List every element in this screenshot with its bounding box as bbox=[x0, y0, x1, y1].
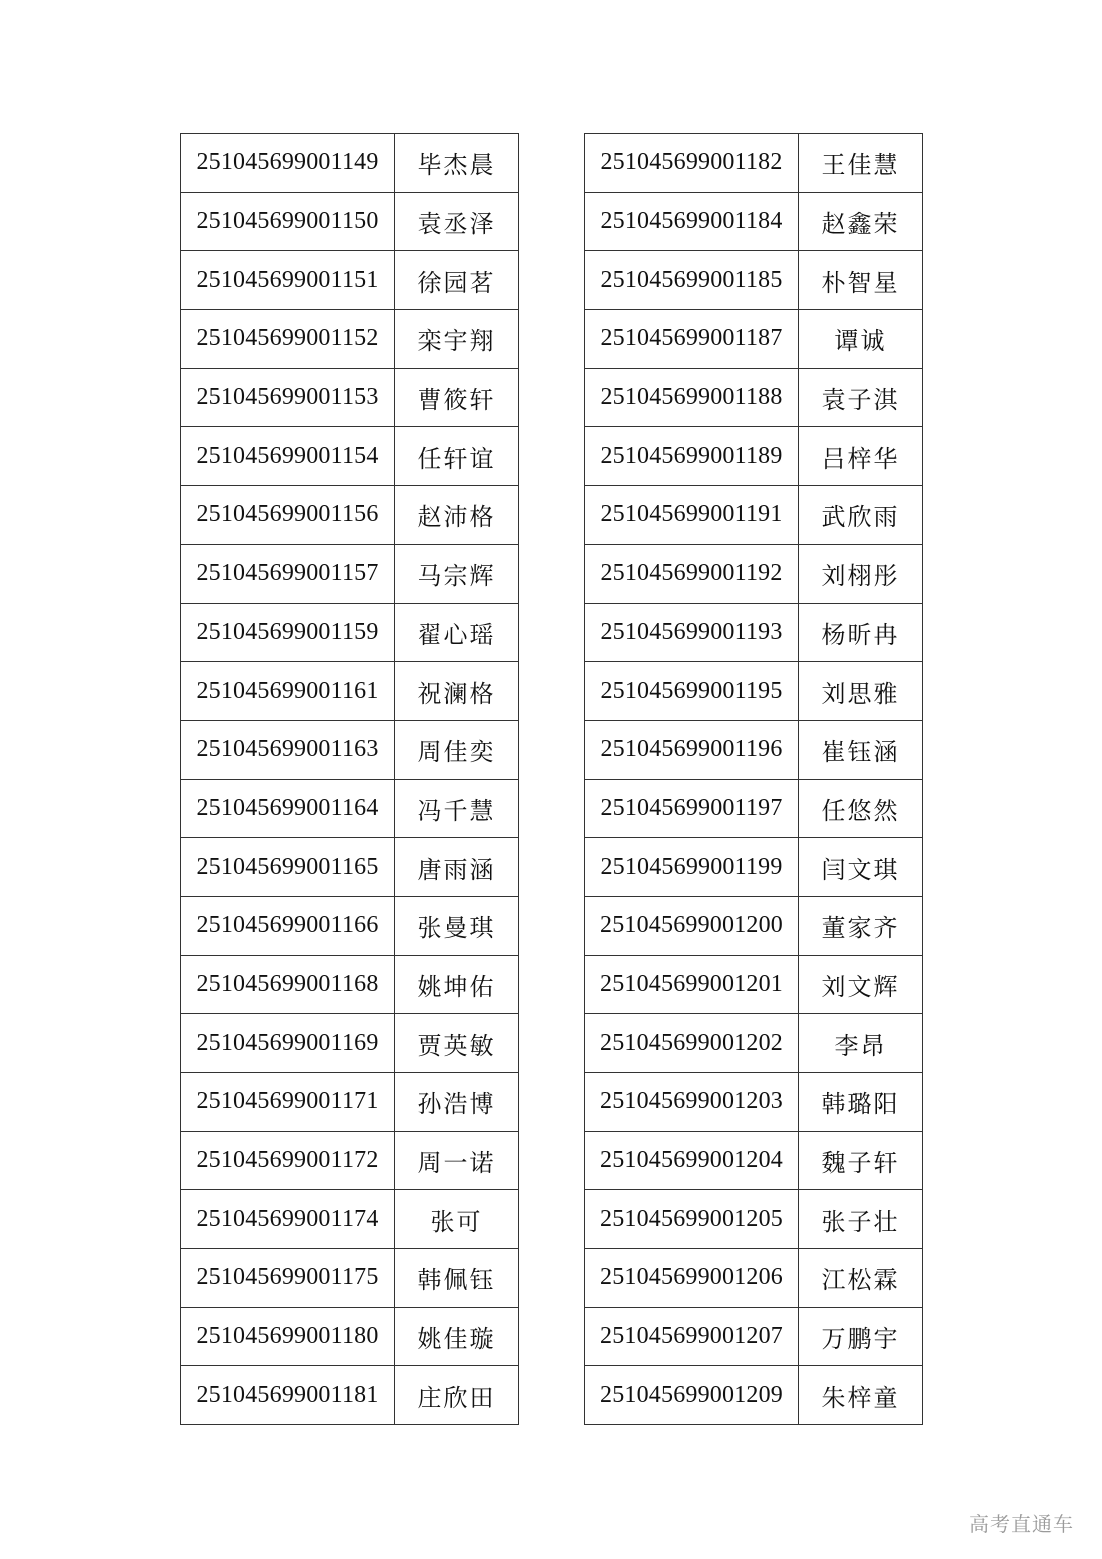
exam-number-cell: 251045699001187 bbox=[585, 310, 799, 369]
table-row bbox=[181, 192, 519, 251]
watermark-text: 高考直通车 bbox=[969, 1512, 1074, 1536]
table-row bbox=[181, 486, 519, 545]
student-name-cell: 唐雨涵 bbox=[395, 838, 519, 897]
exam-number-cell: 251045699001165 bbox=[181, 838, 395, 897]
student-name-cell: 谭诚 bbox=[799, 310, 923, 369]
exam-number-cell: 251045699001161 bbox=[181, 662, 395, 721]
exam-number-cell: 251045699001149 bbox=[181, 134, 395, 193]
table-row bbox=[181, 1307, 519, 1366]
exam-number-cell: 251045699001169 bbox=[181, 1014, 395, 1073]
student-name-cell: 冯千慧 bbox=[395, 779, 519, 838]
student-name-cell: 祝澜格 bbox=[395, 662, 519, 721]
table-row bbox=[585, 1014, 923, 1073]
student-name-cell: 栾宇翔 bbox=[395, 310, 519, 369]
exam-number-cell: 251045699001151 bbox=[181, 251, 395, 310]
student-name-cell: 翟心瑶 bbox=[395, 603, 519, 662]
exam-number-cell: 251045699001199 bbox=[585, 838, 799, 897]
left-roster-table bbox=[180, 133, 519, 1425]
exam-number-cell: 251045699001203 bbox=[585, 1073, 799, 1132]
table-row bbox=[585, 251, 923, 310]
exam-number-cell: 251045699001164 bbox=[181, 779, 395, 838]
exam-number-cell: 251045699001206 bbox=[585, 1249, 799, 1308]
table-row bbox=[181, 1366, 519, 1425]
exam-number-cell: 251045699001157 bbox=[181, 544, 395, 603]
exam-number-cell: 251045699001204 bbox=[585, 1131, 799, 1190]
student-name-cell: 万鹏宇 bbox=[799, 1307, 923, 1366]
exam-number-cell: 251045699001191 bbox=[585, 486, 799, 545]
exam-number-cell: 251045699001171 bbox=[181, 1073, 395, 1132]
student-name-cell: 张曼琪 bbox=[395, 896, 519, 955]
exam-number-cell: 251045699001174 bbox=[181, 1190, 395, 1249]
student-name-cell: 张可 bbox=[395, 1190, 519, 1249]
table-row bbox=[585, 1131, 923, 1190]
exam-number-cell: 251045699001196 bbox=[585, 720, 799, 779]
exam-number-cell: 251045699001175 bbox=[181, 1249, 395, 1308]
student-name-cell: 袁丞泽 bbox=[395, 192, 519, 251]
student-name-cell: 姚佳璇 bbox=[395, 1307, 519, 1366]
student-name-cell: 马宗辉 bbox=[395, 544, 519, 603]
exam-number-cell: 251045699001152 bbox=[181, 310, 395, 369]
exam-number-cell: 251045699001153 bbox=[181, 368, 395, 427]
student-name-cell: 徐园茗 bbox=[395, 251, 519, 310]
table-row bbox=[181, 1073, 519, 1132]
exam-number-cell: 251045699001185 bbox=[585, 251, 799, 310]
exam-number-cell: 251045699001207 bbox=[585, 1307, 799, 1366]
exam-number-cell: 251045699001200 bbox=[585, 896, 799, 955]
student-name-cell: 杨昕冉 bbox=[799, 603, 923, 662]
exam-number-cell: 251045699001154 bbox=[181, 427, 395, 486]
student-name-cell: 曹筱轩 bbox=[395, 368, 519, 427]
student-name-cell: 崔钰涵 bbox=[799, 720, 923, 779]
exam-number-cell: 251045699001201 bbox=[585, 955, 799, 1014]
student-name-cell: 刘思雅 bbox=[799, 662, 923, 721]
exam-number-cell: 251045699001197 bbox=[585, 779, 799, 838]
table-row bbox=[585, 1190, 923, 1249]
exam-number-cell: 251045699001181 bbox=[181, 1366, 395, 1425]
exam-number-cell: 251045699001168 bbox=[181, 955, 395, 1014]
student-name-cell: 姚坤佑 bbox=[395, 955, 519, 1014]
table-row bbox=[181, 310, 519, 369]
table-row bbox=[181, 896, 519, 955]
student-name-cell: 韩璐阳 bbox=[799, 1073, 923, 1132]
table-row bbox=[181, 427, 519, 486]
table-row bbox=[585, 310, 923, 369]
student-name-cell: 魏子轩 bbox=[799, 1131, 923, 1190]
exam-number-cell: 251045699001189 bbox=[585, 427, 799, 486]
exam-number-cell: 251045699001156 bbox=[181, 486, 395, 545]
exam-number-cell: 251045699001180 bbox=[181, 1307, 395, 1366]
exam-number-cell: 251045699001166 bbox=[181, 896, 395, 955]
table-row bbox=[585, 896, 923, 955]
student-name-cell: 张子壮 bbox=[799, 1190, 923, 1249]
exam-number-cell: 251045699001159 bbox=[181, 603, 395, 662]
student-name-cell: 赵沛格 bbox=[395, 486, 519, 545]
student-name-cell: 江松霖 bbox=[799, 1249, 923, 1308]
student-name-cell: 王佳慧 bbox=[799, 134, 923, 193]
student-name-cell: 闫文琪 bbox=[799, 838, 923, 897]
table-row bbox=[585, 486, 923, 545]
student-name-cell: 毕杰晨 bbox=[395, 134, 519, 193]
student-name-cell: 赵鑫荣 bbox=[799, 192, 923, 251]
student-name-cell: 袁子淇 bbox=[799, 368, 923, 427]
student-name-cell: 韩佩钰 bbox=[395, 1249, 519, 1308]
student-name-cell: 朱梓童 bbox=[799, 1366, 923, 1425]
exam-number-cell: 251045699001184 bbox=[585, 192, 799, 251]
right-roster-table bbox=[584, 133, 923, 1425]
table-row bbox=[585, 720, 923, 779]
table-row bbox=[181, 779, 519, 838]
table-row bbox=[181, 1190, 519, 1249]
exam-number-cell: 251045699001182 bbox=[585, 134, 799, 193]
student-name-cell: 刘文辉 bbox=[799, 955, 923, 1014]
table-row bbox=[585, 544, 923, 603]
table-row bbox=[181, 1249, 519, 1308]
student-name-cell: 孙浩博 bbox=[395, 1073, 519, 1132]
table-row bbox=[181, 544, 519, 603]
table-row bbox=[181, 603, 519, 662]
student-name-cell: 贾英敏 bbox=[395, 1014, 519, 1073]
table-row bbox=[585, 368, 923, 427]
left-roster-body bbox=[181, 134, 519, 1425]
student-name-cell: 武欣雨 bbox=[799, 486, 923, 545]
student-name-cell: 刘栩彤 bbox=[799, 544, 923, 603]
right-roster-body bbox=[585, 134, 923, 1425]
student-name-cell: 任悠然 bbox=[799, 779, 923, 838]
exam-number-cell: 251045699001195 bbox=[585, 662, 799, 721]
exam-number-cell: 251045699001193 bbox=[585, 603, 799, 662]
exam-number-cell: 251045699001209 bbox=[585, 1366, 799, 1425]
exam-number-cell: 251045699001192 bbox=[585, 544, 799, 603]
table-row bbox=[181, 251, 519, 310]
exam-number-cell: 251045699001205 bbox=[585, 1190, 799, 1249]
table-row bbox=[585, 662, 923, 721]
table-row bbox=[585, 134, 923, 193]
student-name-cell: 任轩谊 bbox=[395, 427, 519, 486]
table-row bbox=[585, 955, 923, 1014]
exam-number-cell: 251045699001202 bbox=[585, 1014, 799, 1073]
student-name-cell: 吕梓华 bbox=[799, 427, 923, 486]
table-row bbox=[181, 955, 519, 1014]
table-row bbox=[181, 838, 519, 897]
table-row bbox=[181, 134, 519, 193]
exam-number-cell: 251045699001188 bbox=[585, 368, 799, 427]
table-row bbox=[181, 1131, 519, 1190]
exam-number-cell: 251045699001172 bbox=[181, 1131, 395, 1190]
student-name-cell: 周佳奕 bbox=[395, 720, 519, 779]
exam-number-cell: 251045699001150 bbox=[181, 192, 395, 251]
table-row bbox=[585, 1307, 923, 1366]
student-name-cell: 朴智星 bbox=[799, 251, 923, 310]
table-row bbox=[585, 192, 923, 251]
table-row bbox=[585, 779, 923, 838]
student-name-cell: 董家齐 bbox=[799, 896, 923, 955]
table-row bbox=[585, 1073, 923, 1132]
table-row bbox=[585, 838, 923, 897]
table-row bbox=[585, 427, 923, 486]
student-name-cell: 李昂 bbox=[799, 1014, 923, 1073]
table-row bbox=[585, 603, 923, 662]
table-row bbox=[181, 1014, 519, 1073]
exam-number-cell: 251045699001163 bbox=[181, 720, 395, 779]
student-name-cell: 庄欣田 bbox=[395, 1366, 519, 1425]
table-row bbox=[585, 1249, 923, 1308]
table-row bbox=[181, 368, 519, 427]
table-row bbox=[585, 1366, 923, 1425]
student-name-cell: 周一诺 bbox=[395, 1131, 519, 1190]
table-row bbox=[181, 720, 519, 779]
table-row bbox=[181, 662, 519, 721]
